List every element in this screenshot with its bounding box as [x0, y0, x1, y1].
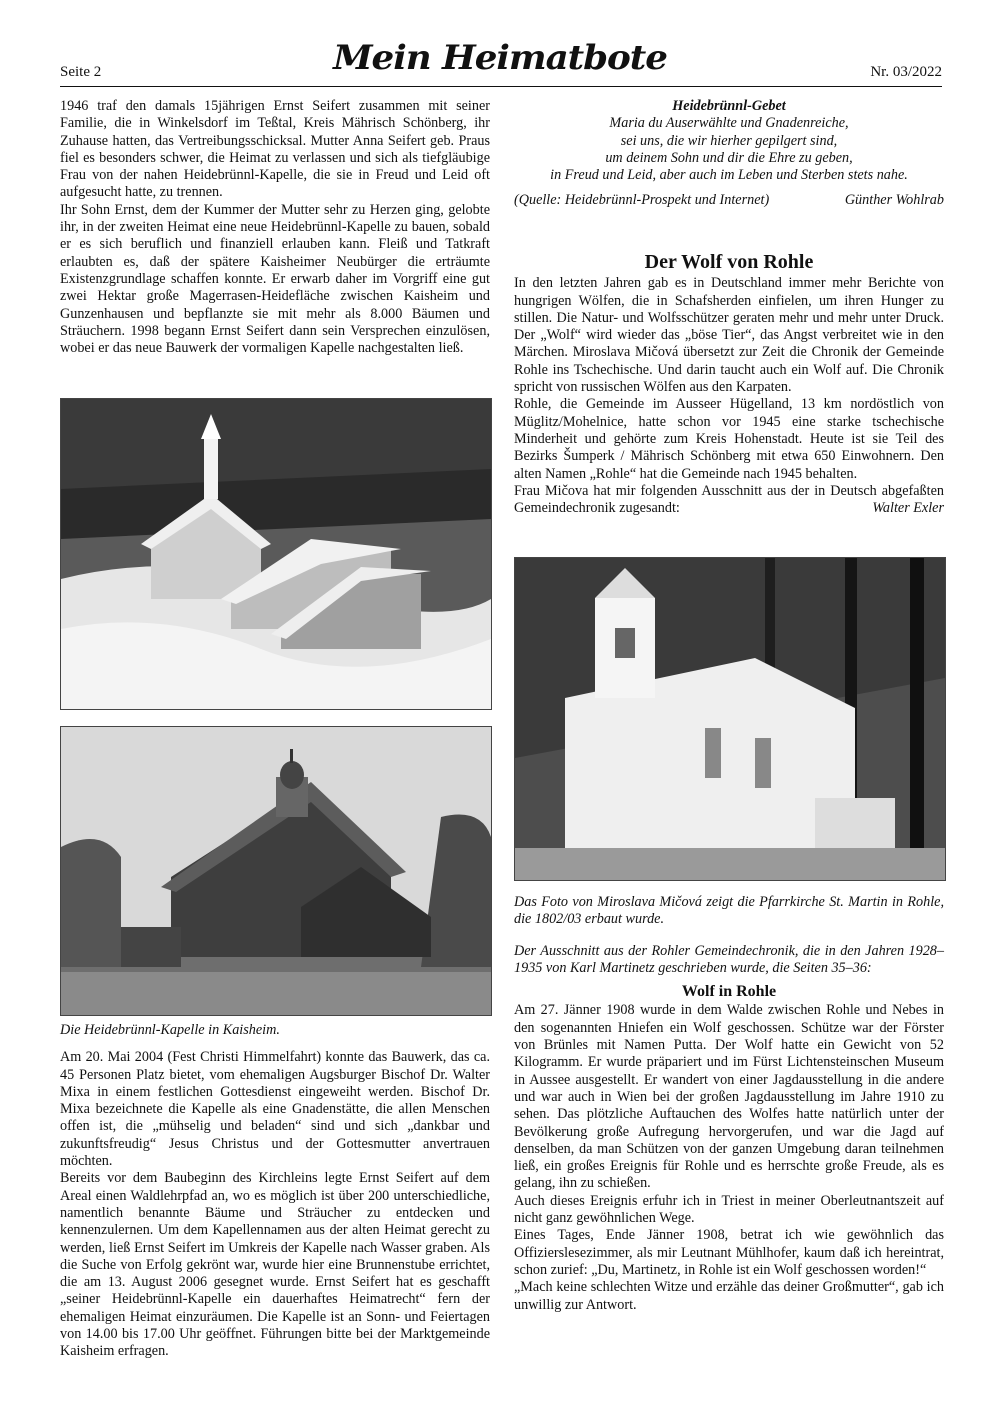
header-rule — [60, 86, 942, 87]
paragraph: Frau Mičova hat mir folgenden Ausschnitt aus der in Deutsch abgefaßten Gemeindechronik zugesandt: — [514, 482, 944, 517]
paragraph: Ihr Sohn Ernst, dem der Kummer der Mutter sehr zu Herzen ging, gelobte ihr, in der zweiten Heimat eine neue Heidebrünnl-Kapelle zu bauen, sobald er es sich beruflich und finanziell erlauben kann. Fleiß und Tatkraft erlaubten es, daß der spätere Kaisheimer Neubürger die erträumte Existenzgrundlage schaffen konnte. Er erwarb daher im Vorgriff eine gut zwei Hektar große Magerrasen-Heidefläche zwischen Kaisheim und Gunzenhausen und bepflanzte sie mit mehr als 8.000 Bäumen und Sträuchern. 1998 begann Ernst Seifert dann sein Versprechen einzulösen, wobei er das neue Bauwerk der vormaligen Kapelle nachgestalten ließ. — [60, 201, 490, 357]
paragraph: Am 20. Mai 2004 (Fest Christi Himmelfahrt) konnte das Bauwerk, das ca. 45 Personen Platz bietet, vom ehemaligen Augsburger Bischof Dr. Walter Mixa in einem festlichen Gottesdienst eingeweiht werden. Bischof Dr. Mixa bezeichnete die Kapelle als eine Gnadenstätte, die allen Menschen offen ist, die „mühselig und beladen“ sind und sich „dankbar und zukunftsfreudig“ Jesus Christus und der Gottesmutter anvertrauen möchten. — [60, 1049, 490, 1170]
painting-chapel-image — [60, 398, 492, 710]
section-subtitle: Wolf in Rohle — [681, 983, 777, 1001]
article-author: Walter Exler — [872, 500, 944, 517]
paragraph: Eines Tages, Ende Jänner 1908, betrat ich wie gewöhnlich das Offizierslesezimmer, als mir Leutnant Mühlhofer, kaum daß ich hereintrat, schon zurief: „Du, Martinetz, in Rohle ist ein Wolf geschossen worden!“ — [514, 1227, 944, 1278]
left-lower — [60, 1022, 490, 1361]
wolf-lower — [514, 894, 944, 1314]
paragraph: Am 27. Jänner 1908 wurde in dem Walde zwischen Rohle und Nebes in den sogenannten Hniefen ein Wolf geschossen. Schütze war der Förster von Brünles mit Namen Putta. Der Wolf hatte ein Gewicht von 52 Kilogramm. Er wurde präpariert und im Fürst Lichtensteinschen Museum in Aussee ausgestellt. Er wandert von einer Jagdausstellung in die andere und war auch in Wien bei der großen Jagdausstellung im Jahre 1910 zu sehen. Das plötzliche Auftauchen des Wolfes hatte natürlich unter der Bevölkerung große Aufregung hervorgerufen, und war die Jagd auf denselben, da man Schützen von der ganzen Umgebung daran teilnehmen ließ, ein großes Ereignis für Rohle und es herrschte große Freude, als es gelang, ihn zu schießen. — [514, 1002, 944, 1192]
prayer-author: Günther Wohlrab — [844, 192, 944, 209]
paragraph: Bereits vor dem Baubeginn des Kirchleins legte Ernst Seifert auf dem Areal einen Waldlehrpfad an, wo es möglich ist über 200 unterschiedliche, namentlich benannte Bäume und Sträucher zu entdecken und kennenzulernen. Um dem Kapellennamen aus der alten Heimat gerecht zu werden, ließ Ernst Seifert im Umkreis der Kapelle nach Wasser graben. Als die Suche von Erfolg gekrönt war, wurde hier eine Brunnenstube errichtet, die am 13. August 2006 gesegnet wurde. Ernst Seifert hat es geschafft „seiner Heidebrünnl-Kapelle ein dauerhaftes Heimatrecht“ fern der ehemaligen Heimat einzuräumen. Die Kapelle ist an Sonn- und Feiertagen von 14.00 bis 17.00 Uhr geöffnet. Führungen bitte bei der Marktgemeinde Kaisheim erfragen. — [60, 1170, 490, 1360]
photo-heidebruennl-kapelle — [60, 726, 492, 1016]
prayer-line: sei uns, die wir hierher gepilgert sind, — [620, 132, 838, 149]
prayer-title: Heidebrünnl-Gebet — [672, 98, 786, 114]
wolf-article — [514, 251, 944, 517]
prayer-block — [514, 98, 944, 210]
paragraph: Auch dieses Ereignis erfuhr ich in Triest in meiner Oberleutnantszeit auf nicht ganz gewöhnlichen Wege. — [514, 1192, 944, 1227]
page-number: Seite 2 — [60, 64, 102, 80]
issue-number: Nr. 03/2022 — [870, 64, 942, 80]
left-intro — [60, 98, 490, 357]
paragraph: In den letzten Jahren gab es in Deutschland immer mehr Berichte von hungrigen Wölfen, die in Schafsherden einfielen, um ihren Hunger zu stillen. Die Natur- und Wolfsschützer geraten mehr und mehr unter Druck. Der „Wolf“ wird wieder das „böse Tier“, das Angst verbreitet wie in den Märchen. Miroslava Mičová übersetzt zur Zeit die Chronik der Gemeinde Rohle ins Tschechische. Und darin taucht auch ein Wolf auf. Die Chronik spricht von russischen Wölfen aus den Karpaten. — [514, 275, 944, 396]
paragraph: „Mach keine schlechten Witze und erzähle das deiner Großmutter“, gab ich unwillig zur Antwort. — [514, 1279, 944, 1313]
prayer-line: Maria du Auserwählte und Gnadenreiche, — [609, 115, 849, 132]
photo-pfarrkirche-st-martin — [514, 557, 946, 881]
paragraph: 1946 traf den damals 15jährigen Ernst Seifert zusammen mit seiner Familie, die in Winkelsdorf im Teßtal, Kreis Mährisch Schönberg, ihr Zuhause hatten, das Vertreibungsschicksal. Mutter Anna Seifert geb. Praus fiel es besonders schwer, die Heimat zu verlassen und sich als tiefgläubige Frau von der nahen Heidebrünnl-Kapelle, die sie in Freud und Leid oft aufgesucht hatte, zu trennen. — [60, 98, 490, 201]
article-title: Der Wolf von Rohle — [644, 251, 814, 273]
paragraph: Rohle, die Gemeinde im Ausseer Hügelland, 13 km nordöstlich von Müglitz/Mohelnice, hatte schon vor 1945 eine starke tschechische Minderheit und gehörte zum Kreis Hohenstadt. Heute ist sie Teil des Bezirks Šumperk / Mährisch Schönberg mit etwa 650 Einwohnern. Den alten Namen „Rohle“ hat die Gemeinde nach 1945 behalten. — [514, 396, 944, 482]
chronicle-intro: Der Ausschnitt aus der Rohler Gemeindechronik, die in den Jahren 1928–1935 von Karl Martinetz geschrieben wurde, die Seiten 35–36: — [514, 942, 944, 976]
prayer-line: um deinem Sohn und dir die Ehre zu geben, — [605, 149, 853, 166]
prayer-line: in Freud und Leid, aber auch im Leben und Sterben stets nahe. — [550, 167, 908, 184]
masthead-logo: Mein Heimatbote — [333, 38, 667, 78]
photo-caption: Das Foto von Miroslava Mičová zeigt die Pfarrkirche St. Martin in Rohle, die 1802/03 erbaut wurde. — [514, 894, 944, 928]
image-caption: Die Heidebrünnl-Kapelle in Kaisheim. — [60, 1022, 280, 1038]
prayer-source: (Quelle: Heidebrünnl-Prospekt und Internet) — [514, 192, 770, 209]
